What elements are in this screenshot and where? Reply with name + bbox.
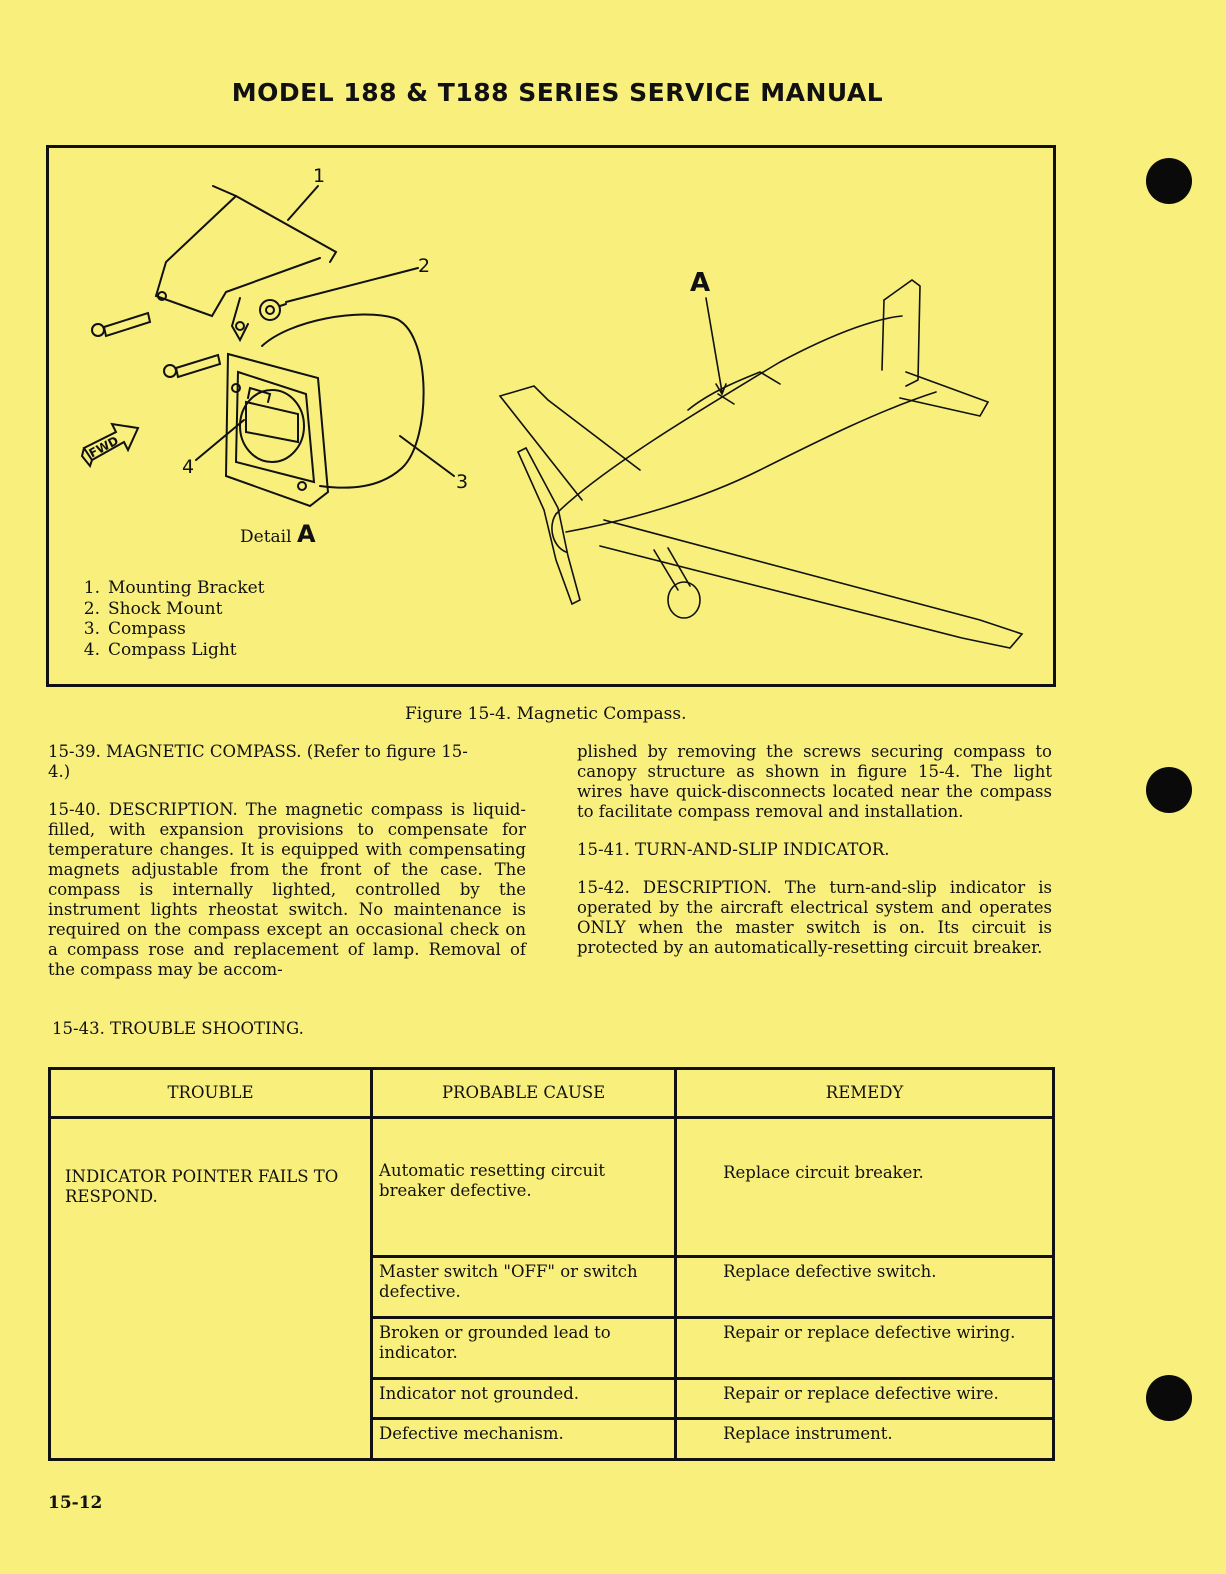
header-remedy: REMEDY: [676, 1069, 1054, 1118]
section-15-43: 15-43. TROUBLE SHOOTING.: [52, 1019, 304, 1038]
figure-caption: Figure 15-4. Magnetic Compass.: [405, 704, 687, 724]
page-number: 15-12: [48, 1493, 103, 1513]
detail-word: Detail: [240, 527, 292, 547]
mounting-bracket-drawing: [156, 186, 336, 340]
table-row: [50, 1118, 1054, 1257]
callout-2: 2: [418, 255, 431, 277]
callout-1: 1: [313, 165, 326, 187]
detail-a-label: [240, 520, 316, 548]
legend-item: 4. Compass Light: [83, 639, 237, 660]
screw-drawing: [92, 313, 220, 377]
section-15-39: 15-39. MAGNETIC COMPASS. (Refer to figure 15-4.): [48, 742, 468, 781]
cause-cell: Indicator not grounded.: [372, 1379, 676, 1419]
binder-hole-bottom: [1146, 1375, 1192, 1421]
compass-body-drawing: [226, 314, 424, 506]
airplane-drawing: [500, 280, 1022, 648]
shock-mount-drawing: [260, 300, 286, 320]
section-15-42: 15-42. DESCRIPTION. The turn-and-slip indicator is operated by the aircraft electrical system and operates ONLY when the master switch is on. Its circuit is protected by an automatically-resetting circuit breaker.: [577, 878, 1052, 957]
trouble-shooting-table: [48, 1067, 1055, 1461]
callout-4: 4: [182, 456, 195, 478]
right-column: [577, 742, 1052, 976]
header-trouble: TROUBLE: [50, 1069, 372, 1118]
remedy-cell: Replace instrument.: [676, 1419, 1054, 1460]
figure-legend: [72, 578, 265, 660]
header-probable-cause: PROBABLE CAUSE: [372, 1069, 676, 1118]
detail-letter: A: [296, 520, 316, 548]
section-15-40-continued: plished by removing the screws securing compass to canopy structure as shown in figure 15-4. The light wires have quick-disconnects located near the compass to facilitate compass removal and installation.: [577, 742, 1052, 821]
remedy-cell: Repair or replace defective wiring.: [676, 1318, 1054, 1379]
trouble-cell: INDICATOR POINTER FAILS TO RESPOND.: [50, 1118, 372, 1460]
legend-item: 2. Shock Mount: [83, 598, 223, 619]
section-15-41: 15-41. TURN-AND-SLIP INDICATOR.: [577, 840, 890, 859]
cause-cell: Master switch "OFF" or switch defective.: [372, 1257, 676, 1318]
remedy-cell: Repair or replace defective wire.: [676, 1379, 1054, 1419]
legend-item: 3. Compass: [83, 619, 186, 639]
section-15-40: 15-40. DESCRIPTION. The magnetic compass is liquid-filled, with expansion provisions to compensate for temperature changes. It is equipped with compensating magnets adjustable from the front of the case. The compass is internally lighted, controlled by the instrument lights rheostat switch. No maintenance is required on the compass except an occasional check on a compass rose and replacement of lamp. Removal of the compass may be accom-: [48, 800, 526, 979]
legend-item: 1. Mounting Bracket: [83, 578, 265, 598]
fwd-label: FWD: [86, 433, 121, 461]
left-column: [48, 742, 526, 998]
binder-hole-middle: [1146, 767, 1192, 813]
callout-3: 3: [456, 471, 469, 493]
cause-cell: Defective mechanism.: [372, 1419, 676, 1460]
callout-detail-a: A: [690, 268, 711, 298]
remedy-cell: Replace defective switch.: [676, 1257, 1054, 1318]
cause-cell: Automatic resetting circuit breaker defective.: [372, 1118, 676, 1257]
remedy-cell: Replace circuit breaker.: [676, 1118, 1054, 1257]
cause-cell: Broken or grounded lead to indicator.: [372, 1318, 676, 1379]
page-title: MODEL 188 & T188 SERIES SERVICE MANUAL: [231, 78, 884, 107]
table-header-row: [50, 1069, 1054, 1118]
